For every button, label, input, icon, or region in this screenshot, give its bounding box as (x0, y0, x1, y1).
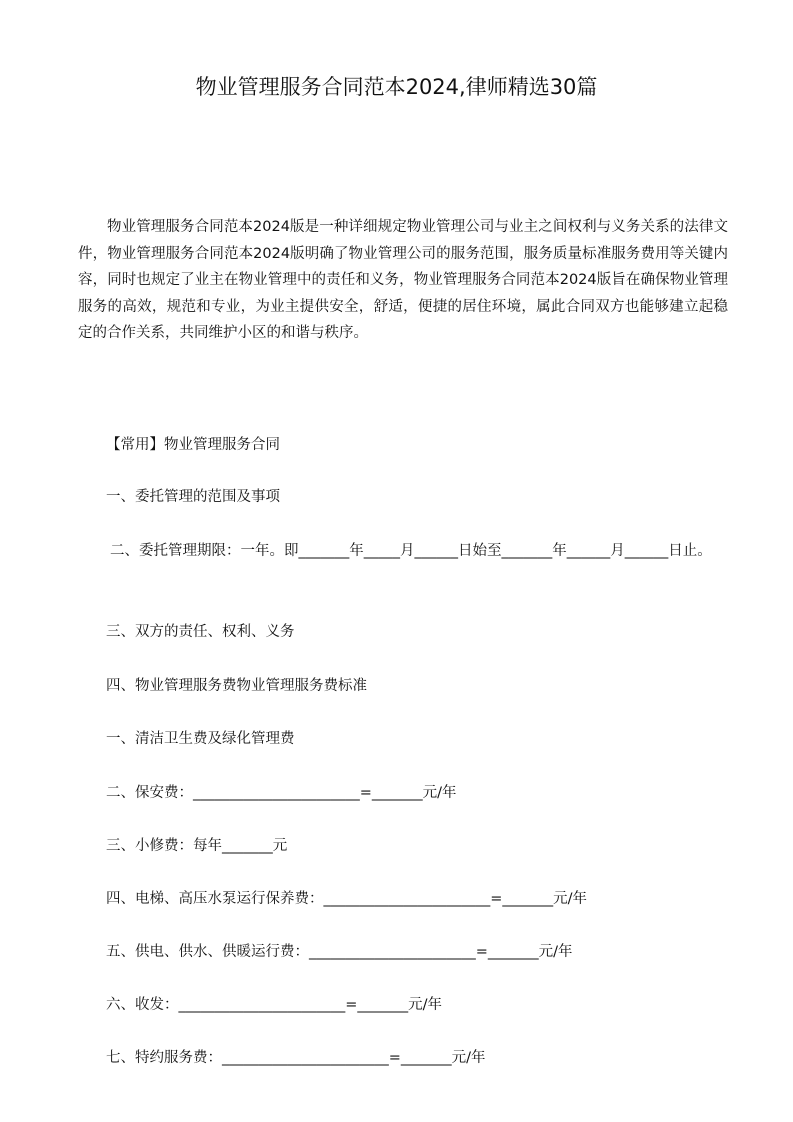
clause-4: 四、物业管理服务费物业管理服务费标准 (106, 678, 367, 694)
clause-2: 二、委托管理期限：一年。即_______年_____月______日始至_______年______月______日止。 (110, 543, 712, 559)
fee-item-1: 一、清洁卫生费及绿化管理费 (106, 731, 295, 747)
fee-item-7: 七、特约服务费：_______________________=_______元/年 (106, 1050, 486, 1066)
clause-3: 三、双方的责任、权利、义务 (106, 624, 295, 640)
intro-paragraph: 物业管理服务合同范本2024版是一种详细规定物业管理公司与业主之间权利与义务关系的法律文件，物业管理服务合同范本2024版明确了物业管理公司的服务范围，服务质量标准服务费用等关键内容，同时也规定了业主在物业管理中的责任和义务，物业管理服务合同范本2024版旨在确保物业管理服务的高效，规范和专业，为业主提供安全，舒适，便捷的居住环境，属此合同双方也能够建立起稳定的合作关系，共同维护小区的和谐与秩序。 (78, 219, 728, 341)
fee-item-4: 四、电梯、高压水泵运行保养费：_______________________=_______元/年 (106, 891, 588, 907)
fee-item-5: 五、供电、供水、供暖运行费：_______________________=_______元/年 (106, 944, 573, 960)
fee-item-6: 六、收发：_______________________=_______元/年 (106, 997, 443, 1013)
section-heading: 【常用】物业管理服务合同 (106, 437, 280, 453)
fee-item-2: 二、保安费：_______________________=_______元/年 (106, 785, 457, 801)
document-title: 物业管理服务合同范本2024,律师精选30篇 (195, 75, 598, 99)
clause-1: 一、委托管理的范围及事项 (106, 489, 280, 505)
fee-item-3: 三、小修费：每年_______元 (106, 838, 288, 854)
